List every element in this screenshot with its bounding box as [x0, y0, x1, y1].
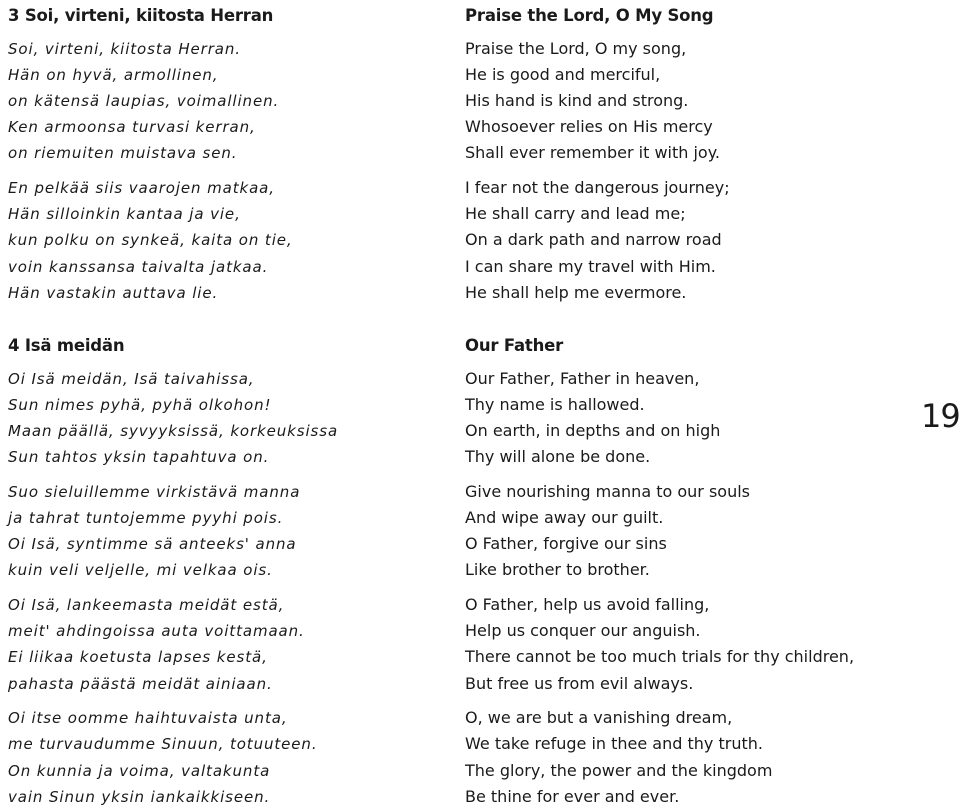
lyric-line: Sun tahtos yksin tapahtuva on. [8, 448, 270, 467]
lyric-line: on kätensä laupias, voimallinen. [8, 91, 280, 110]
lyric-line: Oi Isä meidän, Isä taivahissa, [8, 369, 255, 388]
lyric-line: We take refuge in thee and thy truth. [465, 734, 763, 754]
lyric-line: Hän silloinkin kantaa ja vie, [8, 205, 241, 224]
english-song-4-stanza-2 [465, 479, 854, 584]
lyric-line: He shall help me evermore. [465, 282, 687, 302]
page-number: 19 [921, 397, 960, 435]
finnish-column [8, 0, 428, 806]
lyric-line: Be thine for ever and ever. [465, 786, 680, 806]
lyric-line: Sun nimes pyhä, pyhä olkohon! [8, 395, 272, 414]
lyric-line: Like brother to brother. [465, 560, 650, 580]
finnish-song-3-stanza-2 [8, 175, 428, 306]
lyric-line: Shall ever remember it with joy. [465, 143, 720, 163]
lyric-line: vain Sinun yksin iankaikkiseen. [8, 787, 271, 806]
lyric-line: I can share my travel with Him. [465, 256, 716, 276]
english-song-4-stanza-4 [465, 705, 854, 810]
english-column [465, 0, 925, 806]
lyric-line: On a dark path and narrow road [465, 230, 722, 250]
finnish-song-4-stanza-3 [8, 592, 338, 697]
english-song-4 [465, 330, 854, 810]
lyric-line: kun polku on synkeä, kaita on tie, [8, 231, 293, 250]
lyric-line: Praise the Lord, O my song, [465, 38, 687, 58]
lyric-line: There cannot be too much trials for thy children, [465, 647, 855, 667]
finnish-song-4-stanza-4 [8, 705, 338, 810]
english-song-4-stanza-3 [465, 592, 854, 697]
lyric-line: pahasta päästä meidät ainiaan. [8, 674, 273, 693]
lyric-line: En pelkää siis vaarojen matkaa, [8, 178, 275, 197]
finnish-song-4-title: 4 Isä meidän [8, 336, 125, 355]
finnish-song-3 [8, 3, 428, 306]
lyric-line: I fear not the dangerous journey; [465, 177, 730, 197]
lyric-line: Give nourishing manna to our souls [465, 481, 750, 501]
lyric-line: ja tahrat tuntojemme pyyhi pois. [8, 508, 284, 527]
lyric-line: on riemuiten muistava sen. [8, 144, 238, 163]
lyric-line: Oi itse oomme haihtuvaista unta, [8, 709, 288, 728]
lyric-line: Hän vastakin auttava lie. [8, 283, 219, 302]
lyric-line: Whosoever relies on His mercy [465, 117, 713, 137]
lyric-line: On kunnia ja voima, valtakunta [8, 761, 271, 780]
lyric-line: He shall carry and lead me; [465, 204, 686, 224]
english-song-4-stanza-1 [465, 366, 854, 471]
lyric-line: Ei liikaa koetusta lapses kestä, [8, 648, 268, 667]
lyric-line: voin kanssansa taivalta jatkaa. [8, 257, 269, 276]
english-song-3-stanza-2 [465, 175, 925, 306]
lyric-line: Hän on hyvä, armollinen, [8, 65, 219, 84]
lyric-line: Our Father, Father in heaven, [465, 368, 700, 388]
english-song-3 [465, 3, 925, 306]
lyric-line: Thy will alone be done. [465, 447, 651, 467]
lyric-line: He is good and merciful, [465, 64, 661, 84]
lyric-line: Ken armoonsa turvasi kerran, [8, 118, 256, 137]
english-song-3-stanza-1 [465, 36, 925, 167]
lyric-line: Thy name is hallowed. [465, 394, 645, 414]
lyric-line: O Father, forgive our sins [465, 534, 667, 554]
lyric-line: Oi Isä, syntimme sä anteeks' anna [8, 535, 297, 554]
lyric-line: Oi Isä, lankeemasta meidät estä, [8, 596, 285, 614]
lyric-line: meit' ahdingoissa auta voittamaan. [8, 622, 305, 641]
lyric-line: O Father, help us avoid falling, [465, 595, 710, 614]
finnish-song-4-stanza-2 [8, 479, 338, 584]
lyric-line: O, we are but a vanishing dream, [465, 708, 733, 728]
english-song-3-title: Praise the Lord, O My Song [465, 6, 714, 25]
lyric-line: On earth, in depths and on high [465, 420, 721, 440]
lyric-line: me turvaudumme Sinuun, totuuteen. [8, 735, 318, 754]
lyric-line: Maan päällä, syvyyksissä, korkeuksissa [8, 421, 339, 440]
lyric-line: Suo sieluillemme virkistävä manna [8, 482, 301, 501]
lyric-line: But free us from evil always. [465, 673, 694, 693]
lyric-line: And wipe away our guilt. [465, 507, 664, 527]
finnish-song-4 [8, 330, 338, 810]
lyric-line: His hand is kind and strong. [465, 90, 689, 110]
finnish-song-3-title: 3 Soi, virteni, kiitosta Herran [8, 6, 274, 25]
lyric-line: kuin veli veljelle, mi velkaa ois. [8, 561, 273, 580]
lyric-line: The glory, the power and the kingdom [465, 760, 773, 780]
finnish-song-3-stanza-1 [8, 36, 428, 167]
finnish-song-4-stanza-1 [8, 366, 338, 471]
english-song-4-title: Our Father [465, 336, 564, 355]
lyric-line: Help us conquer our anguish. [465, 621, 701, 641]
lyric-line: Soi, virteni, kiitosta Herran. [8, 39, 241, 58]
